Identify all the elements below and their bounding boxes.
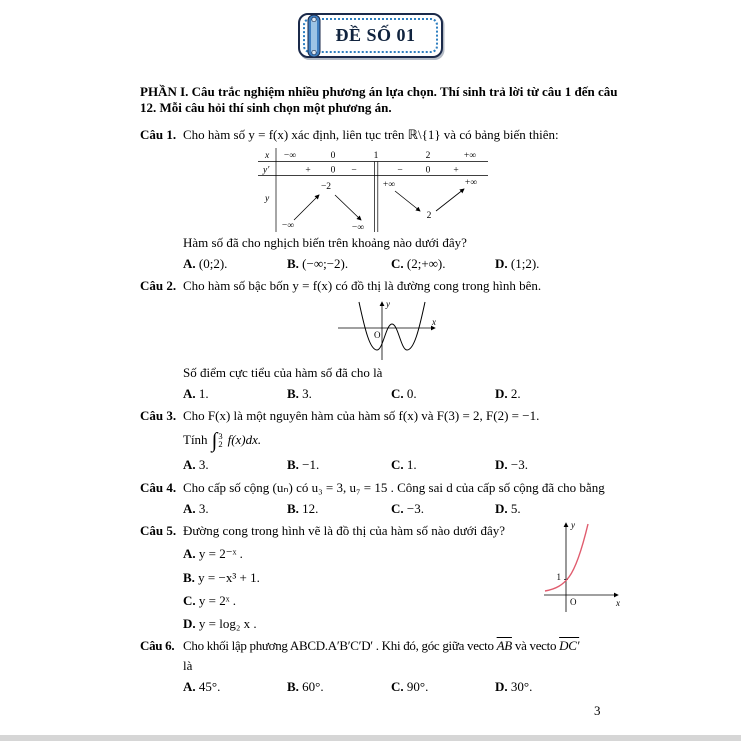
table-x-value: +∞	[463, 150, 477, 161]
answer-option: B. −1.	[287, 457, 320, 473]
table-y-value: −∞	[351, 222, 365, 232]
table-y-value: −2	[320, 181, 332, 192]
question-3-label: Câu 3.	[140, 408, 177, 423]
table-y-value: 2	[426, 210, 432, 221]
table-y-value: −∞	[281, 220, 295, 231]
answer-option: C. 1.	[391, 457, 417, 473]
graph-x-label: x	[616, 598, 620, 608]
answer-option: D. 2.	[495, 385, 521, 401]
integral-limits	[218, 431, 222, 450]
answer-option: A. 1.	[183, 385, 209, 401]
answer-option: B. y = −x³ + 1.	[183, 569, 260, 585]
question-1-text: Cho hàm số y = f(x) xác định, liên tục trên ℝ\{1} và có bảng biến thiên:	[183, 126, 559, 142]
table-x-label: x	[265, 150, 270, 161]
question-2-label: Câu 2.	[140, 278, 177, 294]
exponential-graph-figure	[540, 517, 624, 615]
question-4-label: Câu 4.	[140, 479, 177, 495]
table-sign: −	[351, 165, 357, 176]
compute-prefix: Tính	[183, 432, 208, 448]
answer-option: A. y = 2⁻ˣ .	[183, 546, 243, 562]
exam-badge-wrap	[0, 13, 741, 58]
question-6	[140, 638, 626, 695]
question-1-prompt: Hàm số đã cho nghịch biến trên khoảng nào dưới đây?	[183, 234, 467, 250]
question-1	[140, 127, 626, 273]
answer-option: C. 0.	[391, 385, 417, 401]
question-6-text-continued: là	[183, 657, 193, 673]
table-sign: 0	[425, 165, 431, 176]
answer-option: D. (1;2).	[495, 256, 540, 271]
vector-DC-prime: DC′	[559, 638, 580, 654]
question-3-compute-line	[183, 428, 626, 452]
question-2-options	[183, 386, 626, 402]
table-sign: −	[397, 165, 403, 176]
answer-option: A. 45°.	[183, 678, 221, 694]
question-6-text: Cho khối lập phương ABCD.A′B′C′D′ . Khi đó, góc giữa vecto $\overline{AB}$ và vecto DC′	[183, 638, 580, 654]
answer-option: C. −3.	[391, 500, 424, 516]
exponential-curve	[545, 524, 588, 591]
scroll-icon	[305, 14, 323, 58]
quartic-curve	[359, 302, 425, 350]
part-1-header: PHẦN I. Câu trắc nghiệm nhiều phương án lựa chọn. Thí sinh trả lời từ câu 1 đến câu 12. Mỗi câu hỏi thí sinh chọn một phương án.	[140, 84, 618, 116]
table-y-value: +∞	[464, 177, 478, 188]
answer-option: A. 3.	[183, 500, 209, 516]
table-x-value: −∞	[283, 150, 297, 161]
question-6-label: Câu 6.	[140, 638, 175, 654]
table-sign: 0	[330, 165, 336, 176]
question-4	[140, 480, 626, 518]
graph-y-label: y	[571, 520, 575, 530]
graph-origin-label: O	[570, 597, 577, 607]
quartic-graph-figure	[336, 298, 440, 362]
question-3-text: Cho F(x) là một nguyên hàm của hàm số f(x) và F(3) = 2, F(2) = −1.	[183, 408, 540, 423]
question-5-text: Đường cong trong hình vẽ là đồ thị của hàm số nào dưới đây?	[183, 523, 506, 538]
answer-option: D. y = log₂ x .	[183, 616, 257, 631]
answer-option: C. y = 2ˣ .	[183, 592, 236, 608]
answer-option: B. 60°.	[287, 678, 324, 694]
question-1-options	[183, 256, 626, 272]
variation-table-figure	[258, 148, 488, 232]
table-x-value: 1	[373, 150, 379, 161]
question-3	[140, 408, 626, 474]
vector-AB: $\overline{AB}$	[496, 638, 512, 654]
graph-x-label: x	[432, 316, 436, 327]
page-number: 3	[594, 703, 601, 718]
question-2-prompt: Số điểm cực tiểu của hàm số đã cho là	[183, 364, 383, 380]
answer-option: D. 5.	[495, 500, 521, 516]
page-edge	[0, 735, 741, 741]
integrand: f(x)dx.	[227, 432, 262, 448]
question-6-options	[183, 679, 626, 695]
answer-option: B. (−∞;−2).	[287, 256, 349, 271]
table-y-value: +∞	[382, 179, 396, 190]
y-intercept-label: 1	[556, 572, 561, 582]
table-y-label: y	[265, 193, 270, 204]
question-5-label: Câu 5.	[140, 523, 177, 538]
exam-title: ĐỀ SỐ 01	[303, 18, 437, 53]
answer-option: B. 12.	[287, 500, 319, 516]
integral-upper: 3	[218, 430, 223, 441]
table-yprime-label: y′	[263, 165, 270, 176]
table-sign: +	[453, 165, 459, 176]
question-3-options	[183, 457, 626, 473]
question-2-text: Cho hàm số bậc bốn y = f(x) có đồ thị là đường cong trong hình bên.	[183, 278, 542, 294]
answer-option: A. 3.	[183, 457, 209, 473]
table-x-value: 2	[425, 150, 431, 161]
answer-option: B. 3.	[287, 385, 312, 401]
question-4-options	[183, 501, 626, 517]
answer-option: C. 90°.	[391, 678, 429, 694]
answer-option: C. (2;+∞).	[391, 256, 446, 271]
integral-icon: ∫	[211, 427, 218, 452]
question-4-text: Cho cấp số cộng (uₙ) có u₃ = 3, u₇ = 15 . Công sai d của cấp số cộng đã cho bằng	[183, 479, 605, 495]
exam-title-badge	[298, 13, 442, 58]
answer-option: D. 30°.	[495, 678, 533, 694]
question-5	[140, 520, 626, 632]
answer-option: A. (0;2).	[183, 256, 228, 271]
table-sign: +	[305, 165, 311, 176]
question-1-label: Câu 1.	[140, 126, 177, 142]
answer-option: D. −3.	[495, 457, 528, 473]
graph-y-label: y	[386, 298, 390, 309]
exam-content	[140, 84, 626, 700]
table-x-value: 0	[330, 150, 336, 161]
integral-lower: 2	[218, 439, 223, 450]
question-2	[140, 278, 626, 402]
graph-origin-label: O	[374, 329, 381, 340]
